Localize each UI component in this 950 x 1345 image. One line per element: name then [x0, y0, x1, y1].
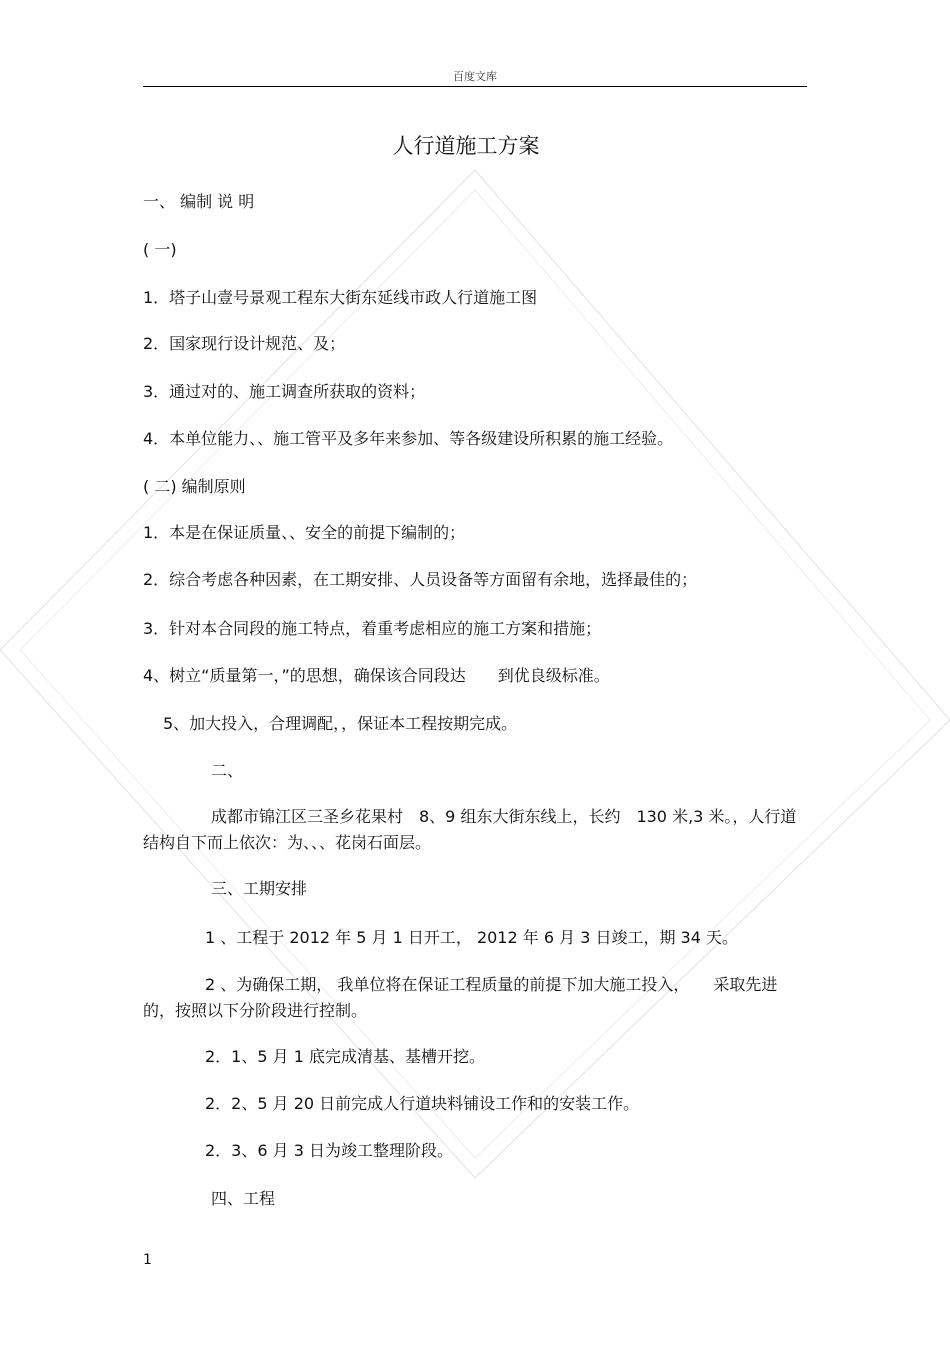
- list-item: 2．国家现行设计规范、及；: [143, 334, 346, 353]
- list-item: 4．本单位能力、、施工管平及多年来参加、等各级建设所积累的施工经验。: [143, 429, 674, 448]
- list-item: 2．综合考虑各种因素，在工期安排、人员设备等方面留有余地，选择最佳的；: [143, 570, 698, 589]
- section-2-paragraph: 成都市锦江区三圣乡花果村 8、9 组东大街东线上，长约 130 米,3 米。，人行道结构自下而上依次：为、、、花岗石面层。: [143, 807, 797, 852]
- schedule-subitem: 2．2、5 月 20 日前完成人行道块料铺设工作和的安装工作。: [205, 1094, 640, 1113]
- section-3-heading: 三、工期安排: [211, 879, 308, 898]
- list-item: 1．塔子山壹号景观工程东大街东延线市政人行道施工图: [143, 288, 538, 307]
- section-4-heading: 四、工程: [211, 1189, 276, 1208]
- list-item: 3．针对本合同段的施工特点，着重考虑相应的施工方案和措施；: [143, 619, 602, 638]
- header-rule: [143, 86, 807, 87]
- header-text: 百度文库: [453, 70, 497, 83]
- document-title: 人行道施工方案: [392, 134, 540, 158]
- schedule-subitem: 2．1、5 月 1 底完成清基、基槽开挖。: [205, 1047, 485, 1066]
- schedule-item: 1 、工程于 2012 年 5 月 1 日开工， 2012 年 6 月 3 日竣工，期 34 天。: [205, 928, 738, 947]
- list-item: 4、树立“质量第一，”的思想，确保该合同段达 到优良级标准。: [143, 666, 610, 685]
- section-1-2-label: ( 二) 编制原则: [143, 477, 246, 496]
- section-1-1-label: ( 一): [143, 240, 177, 259]
- schedule-subitem: 2．3、6 月 3 日为竣工整理阶段。: [205, 1141, 453, 1160]
- section-1-heading: 一、 编制 说 明: [143, 192, 255, 211]
- list-item: 5、加大投入，合理调配，，保证本工程按期完成。: [163, 714, 518, 733]
- list-item: 1．本是在保证质量、、安全的前提下编制的；: [143, 523, 466, 542]
- section-2-heading: 二、: [211, 761, 244, 780]
- list-item: 3．通过对的、施工调查所获取的资料；: [143, 382, 426, 401]
- page-number: 1: [143, 1252, 152, 1268]
- schedule-item: 2 、为确保工期， 我单位将在保证工程质量的前提下加大施工投入， 采取先进的，按照以下分阶段进行控制。: [143, 975, 778, 1020]
